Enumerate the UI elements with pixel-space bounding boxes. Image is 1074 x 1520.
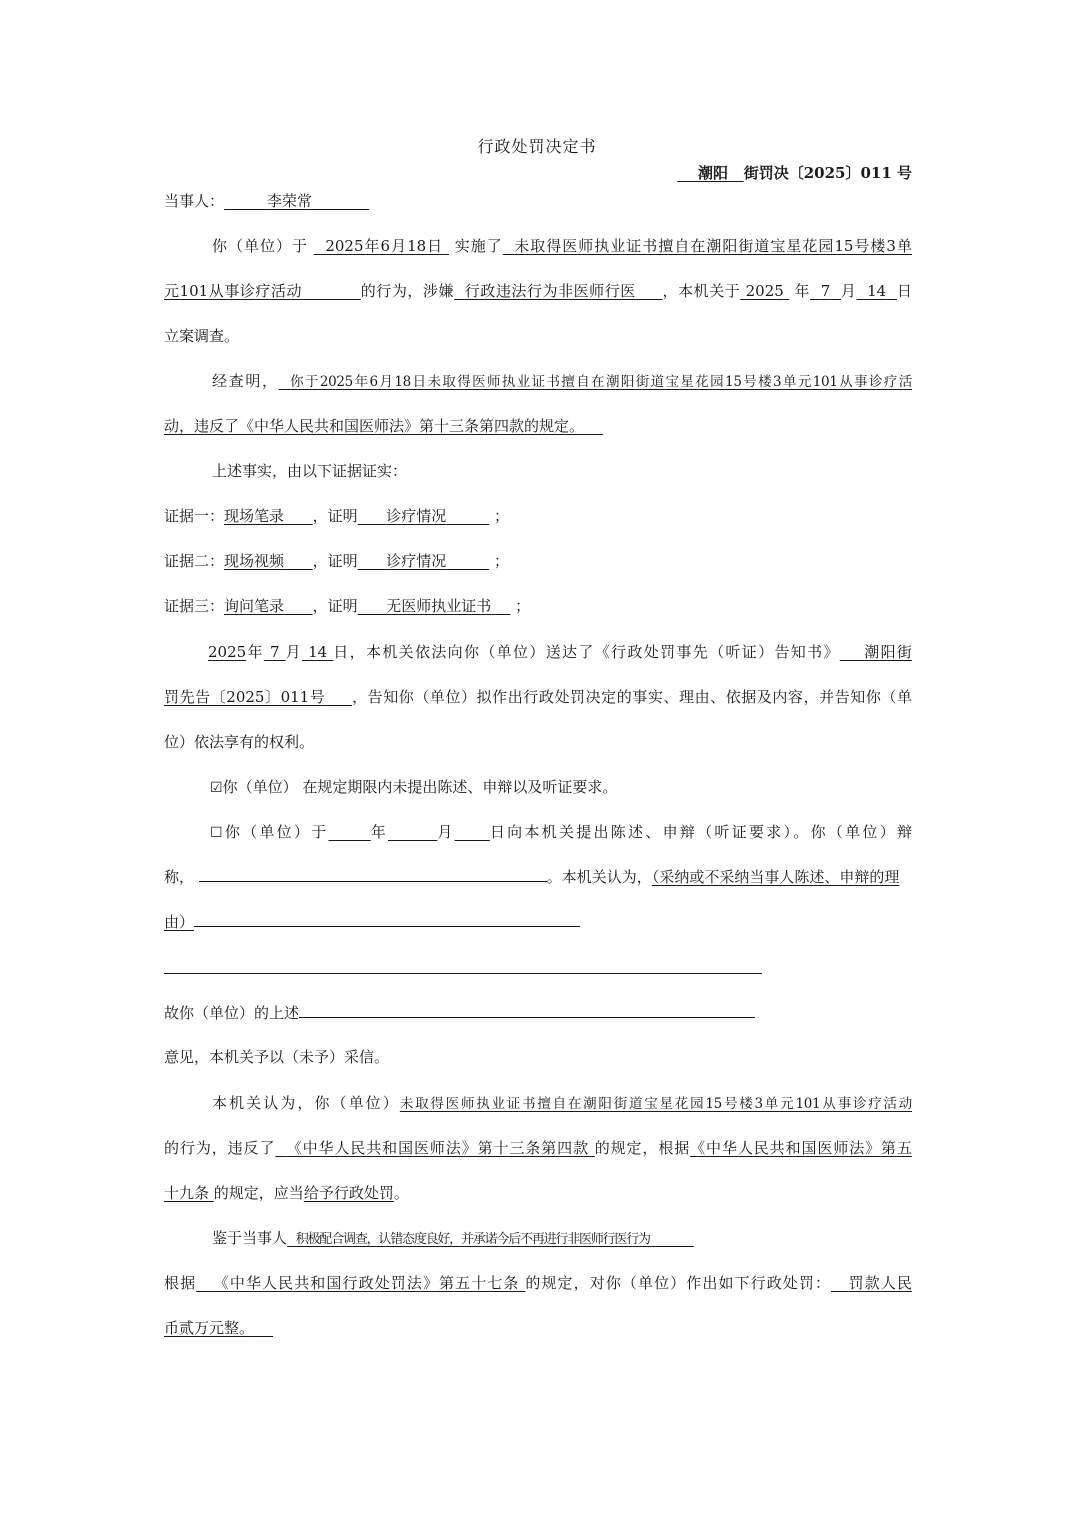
para2-lead: 经查明，: [212, 372, 279, 390]
notice-month: 7: [269, 643, 280, 661]
para4-conclusion: 给予行政处罚: [303, 1184, 394, 1202]
option-objection-line2: [164, 866, 912, 888]
para5-circumstance: 积极配合调查，认错态度良好，并承诺今后不再进行非医师行医行为: [295, 1232, 650, 1247]
case-month: 7: [820, 282, 831, 300]
para4-c: 的规定，根据: [594, 1139, 691, 1157]
objection-month-label: 月: [437, 823, 455, 841]
para5-law: 《中华人民共和国行政处罚法》第五十七条: [213, 1274, 520, 1292]
case-month-label: 月: [840, 282, 857, 300]
para2-finding-2: 动，违反了《中华人民共和国医师法》第十三条第四款的规定。: [164, 417, 585, 435]
document-title: 行政处罚决定书: [477, 137, 597, 156]
option-objection-line5: 意见，本机关予以（未予）采信。: [164, 1048, 390, 1066]
evidence-prove: ，证明: [312, 507, 358, 525]
evidence-label: 证据一：: [164, 507, 225, 525]
evidence-end: ；: [515, 597, 531, 615]
para4-a: 本机关认为，你（单位）: [212, 1094, 400, 1112]
evidence-item: 现场视频: [224, 552, 285, 570]
option2-d: 。本机关认为，: [546, 868, 652, 886]
evidence-item: 询问笔录: [224, 597, 285, 615]
para2-line2: [164, 415, 912, 437]
para4-line1: [164, 1092, 912, 1115]
notice-day-label: 日: [333, 643, 350, 661]
option2-c: 称，: [164, 868, 195, 886]
option2-b: 日向本机关提出陈述、申辩（听证要求）。你（单位）辩: [489, 823, 912, 841]
checkbox-unchecked-icon[interactable]: ☐: [210, 825, 223, 841]
notice-number-2: 罚先告〔2025〕011号: [164, 688, 326, 706]
para1-act-2: 元101从事诊疗活动: [164, 282, 303, 300]
para3-b: ，告知你（单位）拟作出行政处罚决定的事实、理由、依据及内容，并告知你（单: [352, 688, 912, 706]
notice-year-label: 年: [246, 643, 264, 661]
para1-violation: 行政违法行为非医师行医: [464, 282, 636, 300]
para3-line1: [164, 641, 912, 663]
option-objection-line4: [164, 1002, 912, 1024]
para5-c: 的规定，对你（单位）作出如下行政处罚：: [525, 1274, 832, 1292]
evidence-row: [164, 550, 912, 572]
para1-line3: 立案调查。: [164, 327, 240, 345]
notice-month-label: 月: [285, 643, 302, 661]
reason-text-1: （采纳或不采纳当事人陈述、申辩的理: [651, 868, 900, 886]
penalty-2: 币贰万元整。: [164, 1319, 255, 1337]
para5-a: 鉴于当事人: [212, 1229, 288, 1247]
notice-year: 2025: [208, 643, 247, 661]
document-number-rest: 街罚决〔2025〕011 号: [743, 164, 912, 182]
para3-line2: [164, 686, 912, 708]
para5-line1: [164, 1227, 912, 1251]
para5-line2: [164, 1272, 912, 1294]
para1-date: 2025年6月18日: [325, 237, 444, 255]
document-number-region: 潮阳: [698, 164, 729, 182]
case-year-label: 年: [794, 282, 811, 300]
para4-act: 未取得医师执业证书擅自在潮阳街道宝星花园15号楼3单元101从事诊疗活动: [399, 1096, 912, 1112]
para1-c: 的行为，涉嫌: [360, 282, 455, 300]
facts-intro: [164, 460, 912, 482]
party-name-field: 李荣常: [266, 192, 312, 210]
para4-law2-1: 《中华人民共和国医师法》第五: [690, 1139, 912, 1157]
para2-line1: [164, 370, 912, 393]
para1-line2: [164, 280, 912, 302]
case-year: 2025: [745, 282, 784, 300]
option-objection-line3: [164, 911, 912, 933]
para1-a: 你（单位）于: [212, 237, 309, 255]
reason-blank: [194, 912, 580, 927]
evidence-row: [164, 505, 912, 527]
para4-law1: 《中华人民共和国医师法》第十三条第四款: [286, 1139, 589, 1157]
document-number: [677, 162, 912, 183]
evidence-label: 证据二：: [164, 552, 225, 570]
evidence-row: [164, 595, 912, 617]
evidence-what: 无医师执业证书: [386, 597, 492, 615]
para4-d: 的规定，应当: [213, 1184, 304, 1202]
case-day-label: 日: [896, 282, 912, 300]
evidence-end: ；: [493, 552, 509, 570]
para4-e: 。: [393, 1184, 409, 1202]
para4-line2: [164, 1137, 912, 1159]
option2-e: 故你（单位）的上述: [164, 1004, 300, 1022]
para4-law2-2: 十九条: [164, 1184, 210, 1202]
para5-line3: [164, 1317, 912, 1339]
objection-day-blank: [455, 823, 490, 841]
facts-intro-text: 上述事实，由以下证据证实：: [212, 462, 408, 480]
evidence-end: ；: [493, 507, 509, 525]
notice-day: 14: [308, 643, 328, 661]
checkbox-checked-icon[interactable]: ☑: [210, 780, 223, 796]
para4-b: 的行为，违反了: [164, 1139, 276, 1157]
para4-line3: [164, 1182, 912, 1204]
option1-text: 你（单位） 在规定期限内未提出陈述、申辩以及听证要求。: [222, 778, 618, 796]
objection-month-blank: [388, 823, 437, 841]
evidence-what: 诊疗情况: [386, 507, 447, 525]
evidence-prove: ，证明: [312, 597, 358, 615]
option-no-objection: [164, 776, 912, 799]
evidence-item: 现场笔录: [224, 507, 285, 525]
option2-a: 你（单位）于: [222, 823, 329, 841]
option-objection-line1: [164, 821, 912, 844]
evidence-prove: ，证明: [312, 552, 358, 570]
para1-act-1: 未取得医师执业证书擅自在潮阳街道宝星花园15号楼3单: [514, 237, 912, 255]
para1-d: ，本机关于: [662, 282, 741, 300]
para3-a: ，本机关依法向你（单位）送达了《行政处罚事先（听证）告知书》: [349, 643, 840, 661]
reason-text-2: 由）: [164, 913, 195, 931]
case-day: 14: [867, 282, 887, 300]
defense-blank: [199, 867, 547, 882]
para1-b: 实施了: [454, 237, 503, 255]
para3-line3: 位）依法享有的权利。: [164, 733, 315, 751]
evidence-label: 证据三：: [164, 597, 225, 615]
party-line: [164, 190, 912, 212]
objection-year-blank: [329, 823, 371, 841]
notice-number-1: 潮阳街: [864, 643, 912, 661]
objection-year-label: 年: [370, 823, 389, 841]
penalty-1: 罚款人民: [848, 1274, 912, 1292]
para1-line1: [164, 235, 912, 257]
opinion-blank: [299, 1003, 755, 1018]
para5-b: 根据: [164, 1274, 197, 1292]
party-label: 当事人：: [164, 192, 225, 210]
blank-line-rule: [164, 973, 762, 974]
evidence-what: 诊疗情况: [386, 552, 447, 570]
para2-finding-1: 你于2025年6月18日未取得医师执业证书擅自在潮阳街道宝星花园15号楼3单元101从事诊疗活: [290, 374, 912, 390]
